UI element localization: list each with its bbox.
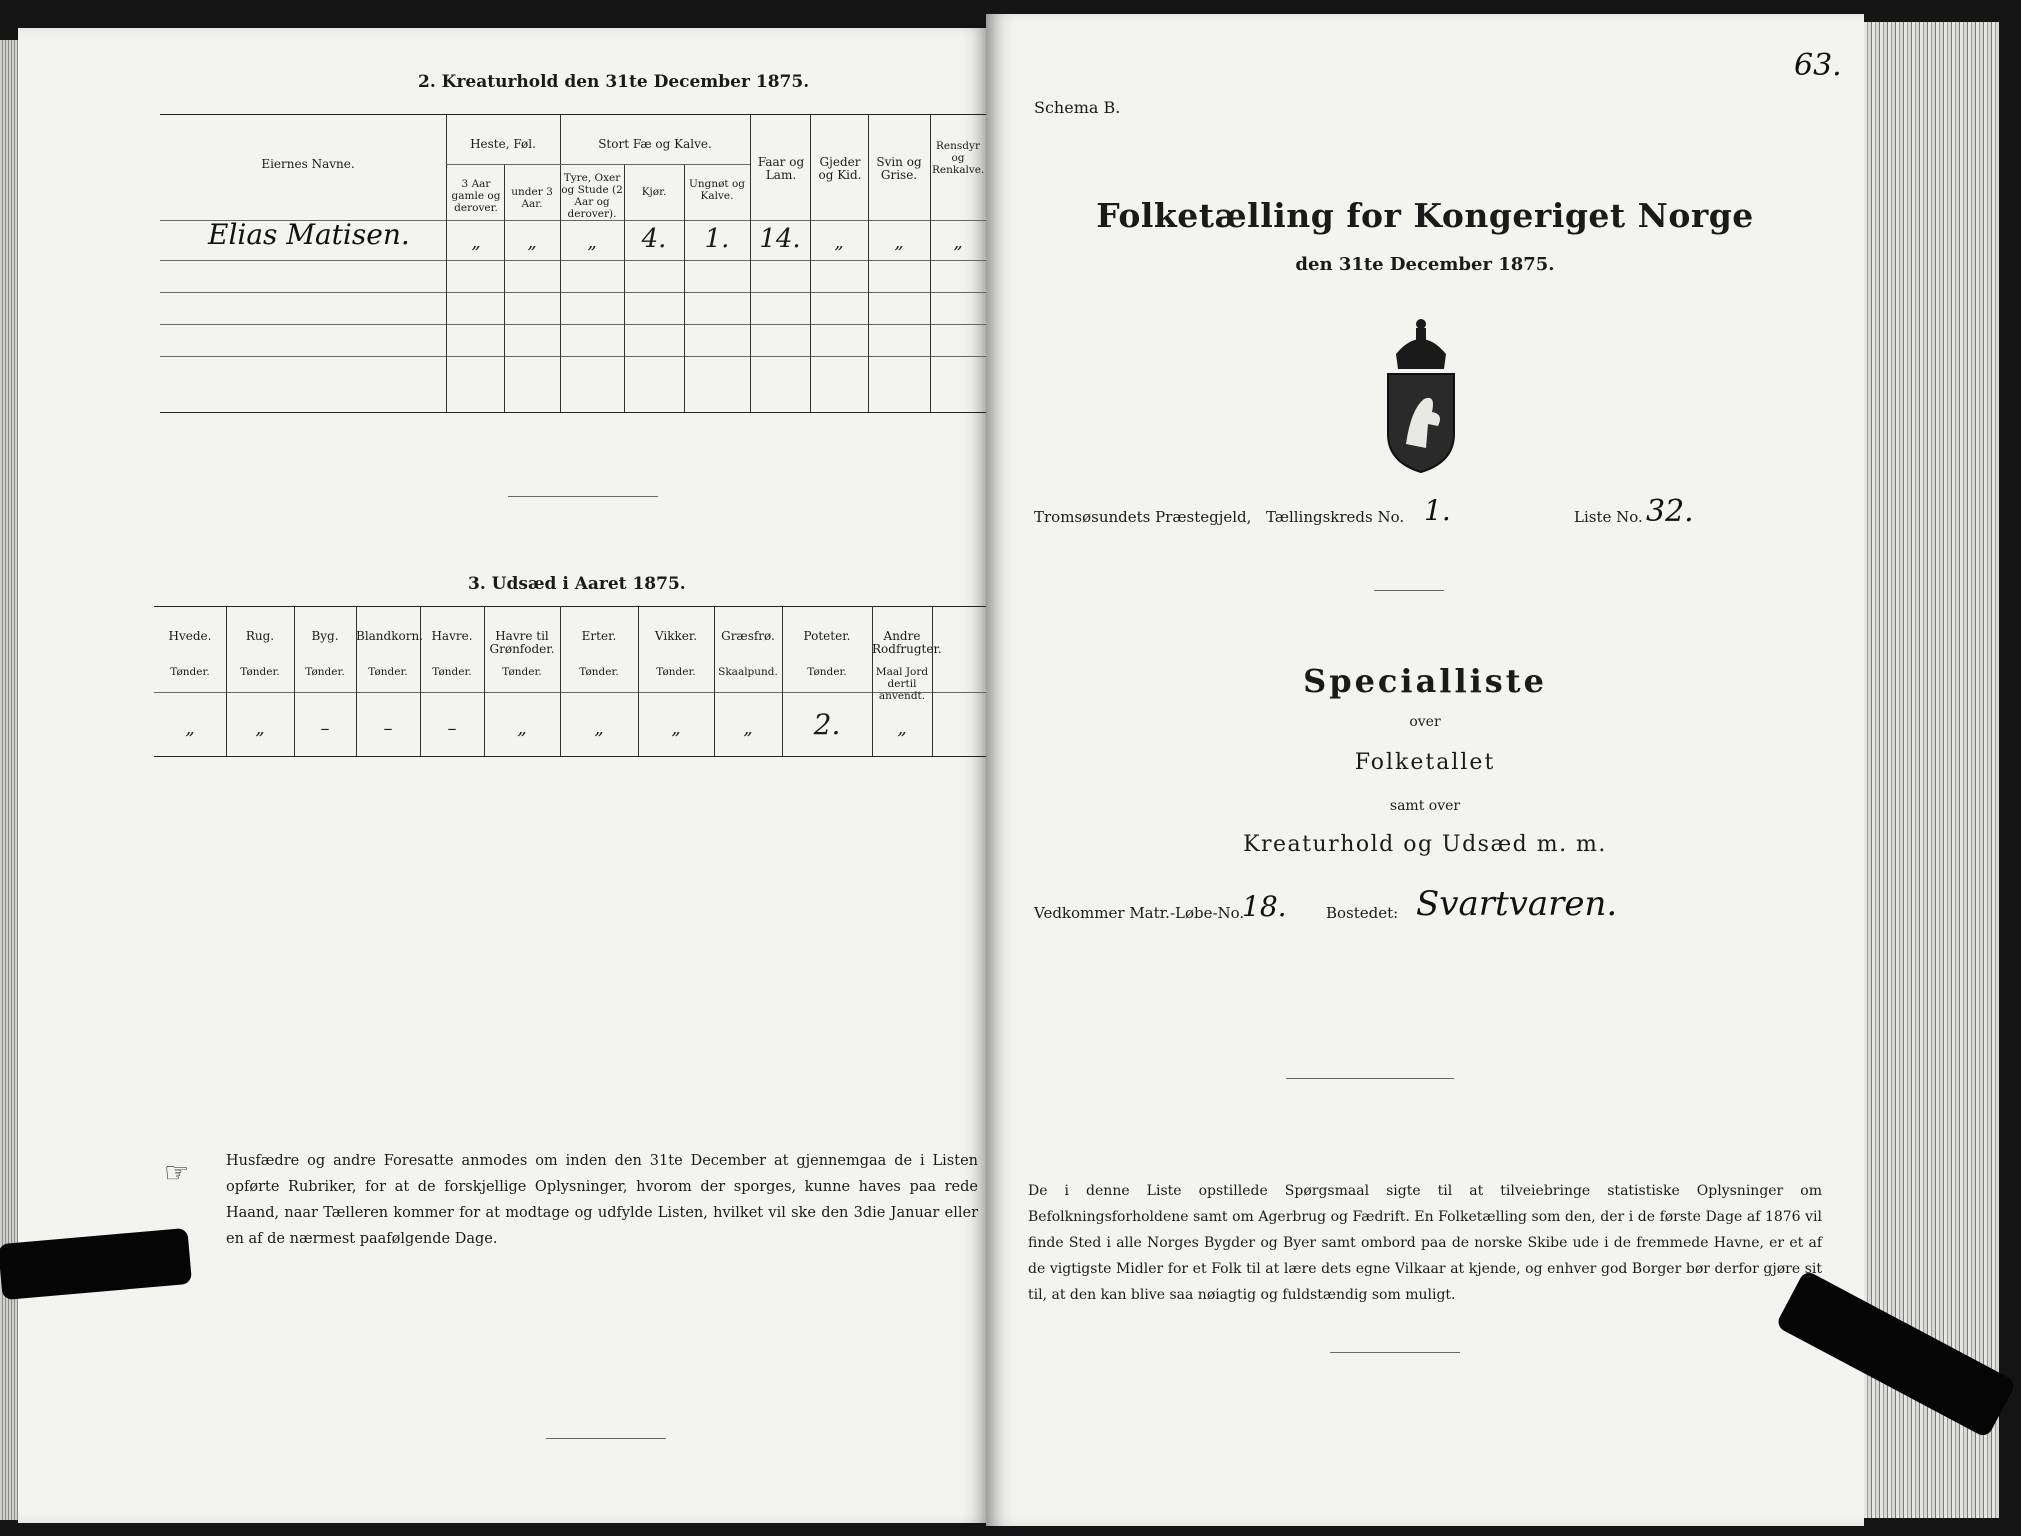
liste-label: Liste No. bbox=[1574, 508, 1643, 526]
table3-header-1: Hvede. bbox=[168, 629, 212, 643]
table2-col-rule bbox=[810, 114, 811, 412]
date-line: den 31te December 1875. bbox=[1295, 254, 1555, 275]
household-notice: Husfædre og andre Foresatte anmodes om inden den 31te December at gjennemgaa de i Listen opførte Rubriker, for at de forskjellige Oplysninger, hvorom der sporges, kunne haves paa rede Haand, naar Tælleren kommer for at modtage og udfylde Listen, hvilket vil ske den 3die Januar eller en af de nærmest paafølgende Dage. bbox=[226, 1153, 978, 1247]
header-stort-col1: Tyre, Oxer og Stude (2 Aar og derover). bbox=[561, 172, 623, 220]
pointing-hand-icon: ☞ bbox=[164, 1156, 190, 1189]
table3-value-10: 2. bbox=[813, 708, 841, 741]
table2-col-rule bbox=[446, 114, 447, 412]
divider-mid bbox=[1286, 1078, 1454, 1079]
header-stort: Stort Fæ og Kalve. bbox=[598, 137, 712, 151]
table2-bottom-rule bbox=[160, 412, 990, 413]
table3-value-1: „ bbox=[185, 718, 195, 739]
table3-value-4: – bbox=[383, 718, 393, 739]
table2-col-rule bbox=[750, 114, 751, 412]
table3-value-11: „ bbox=[897, 718, 907, 739]
samt-over: samt over bbox=[1389, 798, 1461, 814]
table3-value-7: „ bbox=[594, 718, 604, 739]
cell-heste-under3: „ bbox=[527, 232, 537, 253]
table3-header-7: Erter. bbox=[581, 629, 617, 643]
header-stort-col3: Ungnøt og Kalve. bbox=[688, 178, 746, 202]
table3-unit-8: Tønder. bbox=[656, 666, 696, 678]
section2-title: 2. Kreaturhold den 31te December 1875. bbox=[418, 72, 810, 92]
table3-bottom-rule bbox=[154, 756, 990, 757]
cell-rensdyr: „ bbox=[953, 232, 963, 253]
table2-top-rule bbox=[160, 114, 990, 115]
table3-value-3: – bbox=[320, 718, 330, 739]
owner-name: Elias Matisen. bbox=[208, 218, 410, 251]
table3-header-3: Byg. bbox=[311, 629, 339, 643]
table2-row-rule bbox=[160, 324, 990, 325]
table2-subheader-rule bbox=[560, 164, 750, 165]
section3-title: 3. Udsæd i Aaret 1875. bbox=[468, 574, 686, 594]
header-svin: Svin og Grise. bbox=[876, 155, 922, 182]
separator-rule bbox=[508, 496, 658, 497]
header-heste-col2: under 3 Aar. bbox=[511, 186, 553, 210]
parish-label: Tromsøsundets Præstegjeld, bbox=[1034, 508, 1252, 526]
table3-header-rule bbox=[154, 692, 990, 693]
table3-col-rule bbox=[932, 606, 933, 756]
table3-unit-9: Skaalpund. bbox=[718, 666, 778, 678]
table3-unit-11: Maal Jord dertil anvendt. bbox=[875, 666, 929, 702]
bottom-rule bbox=[546, 1438, 666, 1439]
table2-col-rule bbox=[624, 164, 625, 412]
kreds-number: 1. bbox=[1424, 494, 1451, 527]
cell-kjor: 4. bbox=[641, 224, 667, 254]
bosted-label: Bostedet: bbox=[1326, 904, 1399, 922]
table2-row-rule bbox=[160, 292, 990, 293]
table3-value-2: „ bbox=[255, 718, 265, 739]
table3-header-6: Havre til Grønfoder. bbox=[489, 629, 555, 656]
table3-header-9: Græsfrø. bbox=[721, 629, 775, 643]
kreaturhold-title: Kreaturhold og Udsæd m. m. bbox=[1243, 832, 1607, 857]
kreds-label: Tællingskreds No. bbox=[1266, 508, 1405, 526]
header-rensdyr: Rensdyr og Renkalve. bbox=[932, 140, 984, 176]
divider-bottom bbox=[1330, 1352, 1460, 1353]
table3-value-5: – bbox=[447, 718, 457, 739]
table2-row-rule bbox=[160, 356, 990, 357]
table3-unit-7: Tønder. bbox=[579, 666, 619, 678]
header-heste: Heste, Føl. bbox=[470, 137, 536, 151]
table3-header-10: Poteter. bbox=[803, 629, 851, 643]
table3-unit-2: Tønder. bbox=[240, 666, 280, 678]
specialliste-title: Specialliste bbox=[1303, 662, 1547, 700]
table3-unit-4: Tønder. bbox=[368, 666, 408, 678]
liste-number: 32. bbox=[1646, 494, 1694, 529]
header-faar: Faar og Lam. bbox=[757, 155, 805, 182]
table2-col-rule bbox=[868, 114, 869, 412]
header-gjeder: Gjeder og Kid. bbox=[818, 155, 862, 182]
cell-ungnot: 1. bbox=[704, 224, 730, 254]
folketallet: Folketallet bbox=[1354, 750, 1496, 775]
table3-header-11: Andre Rodfrugter. bbox=[872, 629, 942, 656]
table2-col-rule bbox=[930, 114, 931, 412]
table3-unit-1: Tønder. bbox=[170, 666, 210, 678]
table3-header-5: Havre. bbox=[431, 629, 473, 643]
norwegian-coat-of-arms-icon bbox=[1356, 314, 1486, 474]
table3-header-4: Blandkorn. bbox=[356, 629, 423, 643]
table3-top-rule bbox=[154, 606, 990, 607]
page-number: 63. bbox=[1794, 48, 1842, 83]
matr-number: 18. bbox=[1242, 890, 1287, 923]
table3-unit-5: Tønder. bbox=[432, 666, 472, 678]
cell-gjeder: „ bbox=[834, 232, 844, 253]
cell-tyre: „ bbox=[587, 232, 597, 253]
table2-col-rule bbox=[560, 114, 561, 412]
table3-value-6: „ bbox=[517, 718, 527, 739]
table3-header-2: Rug. bbox=[245, 629, 275, 643]
table3-unit-10: Tønder. bbox=[807, 666, 847, 678]
book-page-edges bbox=[1864, 22, 1999, 1518]
bosted-value: Svartvaren. bbox=[1416, 884, 1618, 924]
divider-short bbox=[1374, 590, 1444, 591]
header-owner: Eiernes Navne. bbox=[261, 157, 355, 171]
over-1: over bbox=[1409, 714, 1441, 730]
table3-unit-3: Tønder. bbox=[305, 666, 345, 678]
table3-header-8: Vikker. bbox=[654, 629, 698, 643]
table3-unit-6: Tønder. bbox=[502, 666, 542, 678]
cell-svin: „ bbox=[894, 232, 904, 253]
matr-label: Vedkommer Matr.-Løbe-No. bbox=[1034, 904, 1245, 922]
table3-value-9: „ bbox=[743, 718, 753, 739]
right-page bbox=[986, 14, 1864, 1526]
cell-heste-3aar: „ bbox=[471, 232, 481, 253]
cell-faar: 14. bbox=[759, 224, 801, 254]
table2-row-rule bbox=[160, 260, 990, 261]
table3-value-8: „ bbox=[671, 718, 681, 739]
footer-text: De i denne Liste opstillede Spørgsmaal sigte til at tilveiebringe statistiske Oplysninger om Befolkningsforholdene samt om Agerbrug og Fædrift. En Folketælling som den, der i de første Dage af 1876 vil finde Sted i alle Norges Bygder og Byer samt ombord paa de norske Skibe ude i de fremmede Havne, er et af de vigtigste Midler for et Folk til at lære dets egne Vilkaar at kjende, og enhver god Borger bør derfor gjøre sit til, at den kan blive saa nøiagtig og fuldstændig som muligt. bbox=[1028, 1183, 1822, 1303]
header-heste-col1: 3 Aar gamle og derover. bbox=[451, 178, 501, 214]
table2-subheader-rule bbox=[446, 164, 560, 165]
left-page bbox=[18, 28, 990, 1523]
main-title: Folketælling for Kongeriget Norge bbox=[1096, 196, 1754, 235]
schema-label: Schema B. bbox=[1034, 98, 1121, 117]
header-stort-col2: Kjør. bbox=[641, 186, 667, 198]
